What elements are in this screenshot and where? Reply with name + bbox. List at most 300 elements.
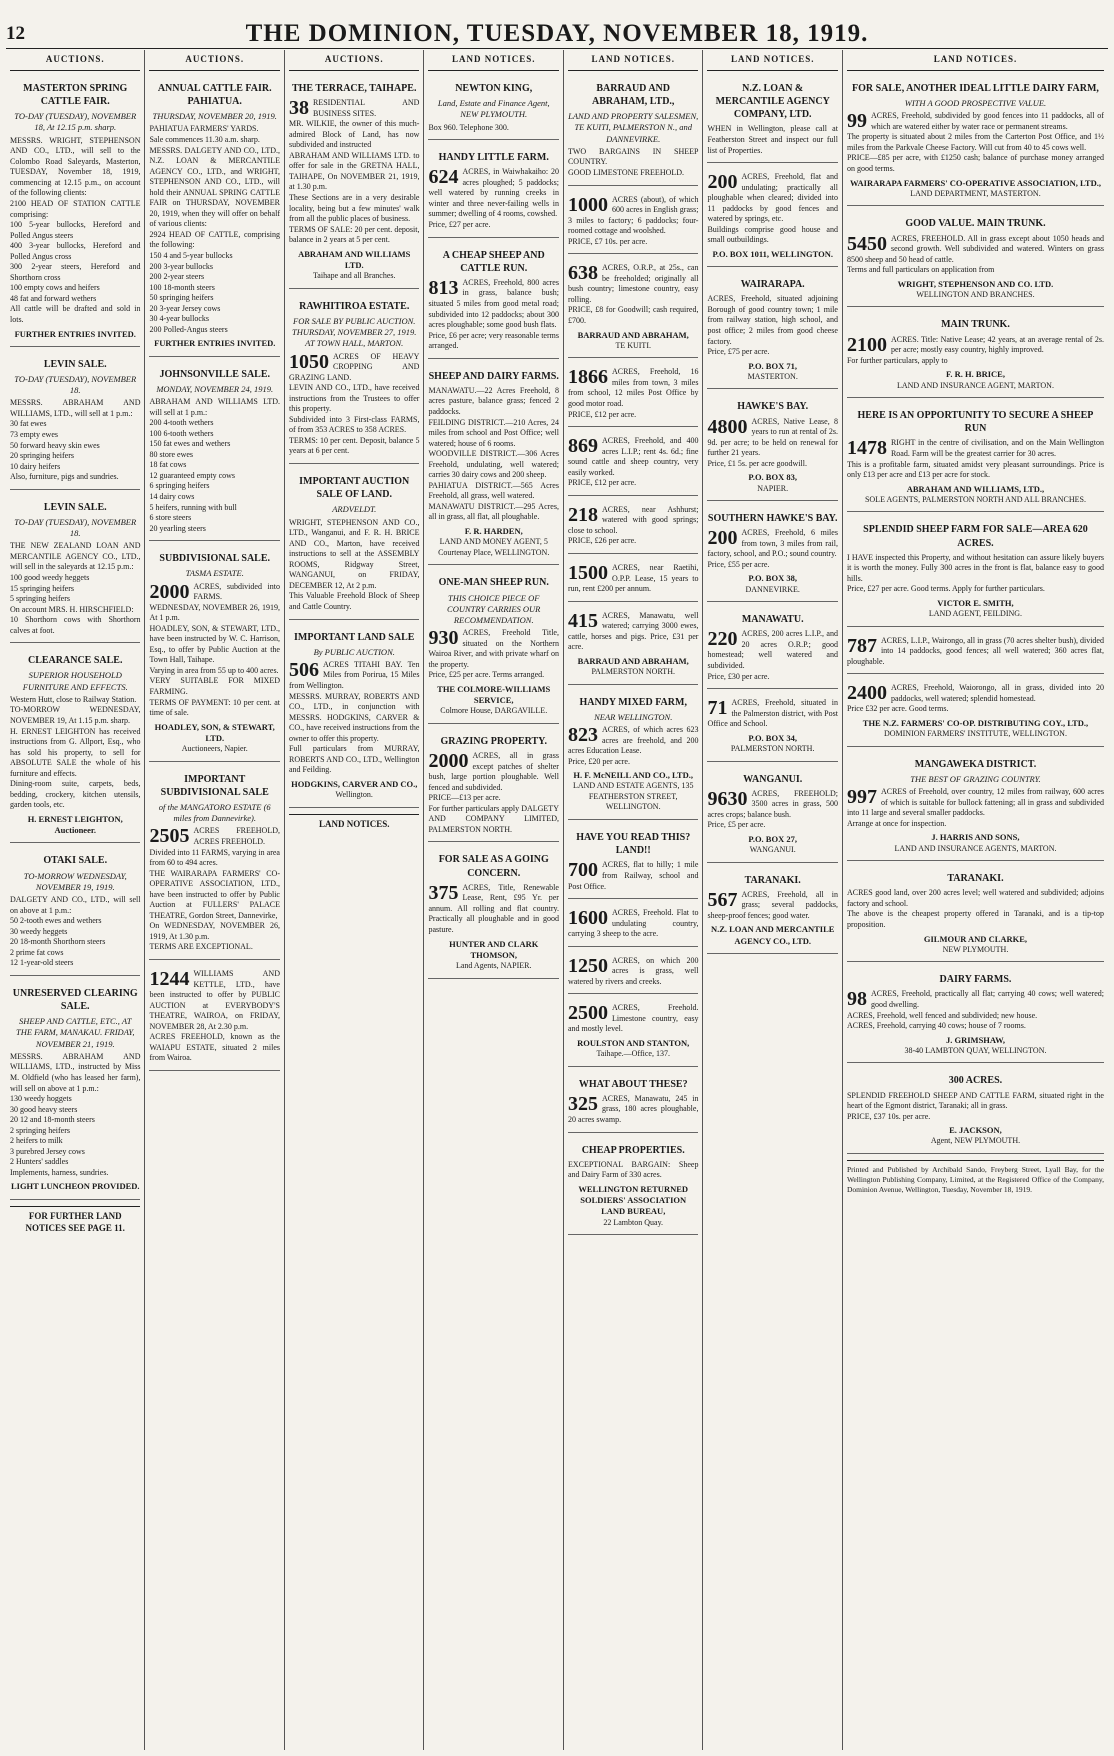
acreage-figure: 1050 <box>288 350 329 373</box>
column-heading: AUCTIONS. <box>289 50 419 71</box>
advertisement <box>289 626 419 808</box>
ad-subtitle: TASMA ESTATE. <box>185 568 244 579</box>
ad-body <box>568 908 698 940</box>
ad-title: LEVIN SALE. <box>43 358 107 370</box>
ad-text-line: Box 960. Telephone 300. <box>428 122 509 132</box>
ad-signature: ABRAHAM AND WILLIAMS, LTD., <box>906 483 1045 494</box>
ad-subtitle: FOR SALE BY PUBLIC AUCTION. THURSDAY, NOVEMBER 27, 1919. AT TOWN HALL, MARTON. <box>292 315 417 349</box>
ad-text-line: ACRES, Title, Renewable Lease, Rent, £95 Yr. per annum. All rolling and flat country. Practically all ploughable and in good pasture. <box>428 882 559 935</box>
ad-text-line: 14 dairy cows <box>149 491 195 501</box>
acreage-figure: 2505 <box>149 825 190 848</box>
acreage-figure: 220 <box>707 628 738 651</box>
ad-body <box>10 895 140 969</box>
ad-text-line: WILLIAMS AND KETTLE, LTD., have been instructed to offer by PUBLIC AUCTION at EVERYBODY'S THEATRE, WAIROA, on FRIDAY, NOVEMBER 28, At 2.30 p.m. <box>149 969 280 1031</box>
advertisement <box>847 867 1104 962</box>
ad-text-line: ACRES, near Raetihi, O.P.P. Lease, 15 years to run, rent £200 per annum. <box>567 562 699 594</box>
ad-subtitle: SHEEP AND CATTLE, ETC., AT THE FARM, MANAKAU. FRIDAY, NOVEMBER 21, 1919. <box>15 1016 135 1049</box>
ad-text-line: ACRES, Freehold, Waiorongo, all in grass, divided into 20 paddocks, well watered; splendid homestead. <box>890 683 1104 703</box>
ad-body <box>568 263 698 326</box>
acreage-figure: 567 <box>707 888 738 911</box>
ad-signature: F. R. HARDEN, <box>464 526 523 537</box>
ad-text-line: ACRES, Freehold. Flat to undulating country, carrying 3 sheep to the acre. <box>567 908 699 939</box>
column-footer: FOR FURTHER LAND NOTICES SEE PAGE 11. <box>10 1206 140 1239</box>
ad-signature: P.O. BOX 34, <box>748 732 797 743</box>
ad-signature-address: MASTERTON. <box>747 371 798 381</box>
ad-text-line: 100 6-tooth wethers <box>149 428 214 438</box>
advertisement <box>847 680 1104 746</box>
ad-body <box>568 147 698 179</box>
advertisement <box>568 77 698 186</box>
ad-text-line: ACRES, Native Lease, 8 years to run at rental of 2s. 9d. per acre; to be held on renewal for further 21 years. <box>707 416 838 458</box>
advertisement <box>149 966 280 1071</box>
advertisement <box>10 353 140 490</box>
ad-text-line: 73 empty ewes <box>10 430 58 440</box>
ad-title: MASTERTON SPRING CATTLE FAIR. <box>23 82 128 108</box>
ad-text-line: MR. WILKIE, the owner of this much-admired Block of Land, has now subdivided and instructed <box>288 119 420 150</box>
ad-text-line: ACRES, 200 acres L.I.P., and 20 acres O.R.P.; good homestead; well watered and subdivided. <box>707 629 838 671</box>
ad-body <box>707 124 838 156</box>
ad-body <box>10 1052 140 1179</box>
ad-signature-address: Agent, NEW PLYMOUTH. <box>930 1136 1021 1146</box>
advertisement <box>149 768 280 960</box>
ad-text-line: ACRES, of which acres 623 acres are freehold, and 200 acres Education Lease. <box>567 724 699 756</box>
ad-text-line: PRICE, £26 per acre. <box>567 536 637 546</box>
advertisement <box>707 768 838 863</box>
advertisement <box>707 169 838 267</box>
ad-signature-address: LAND AGENT, FEILDING. <box>928 609 1023 619</box>
acreage-figure: 700 <box>567 859 598 882</box>
columns-grid <box>6 50 1108 1750</box>
ad-text-line: ACRES of Freehold, over country, 12 miles from railway, 600 acres of which is suitable for bullock fattening; all in grass and subdivided into 11 large and several smaller paddocks. <box>846 787 1104 818</box>
ad-text-line: MANAWATU DISTRICT.—295 Acres, all in grass, all flat, all ploughable. <box>428 501 559 522</box>
ad-text-line: Varying in area from 55 up to 400 acres. <box>149 665 279 675</box>
advertisement <box>428 730 559 843</box>
acreage-figure: 787 <box>846 634 877 657</box>
ad-signature: THE COLMORE-WILLIAMS SERVICE, <box>437 683 551 706</box>
ad-body <box>707 294 838 357</box>
ad-text-line: PRICE, £37 10s. per acre. <box>846 1111 931 1121</box>
ad-body <box>289 518 419 613</box>
ad-signature-address: Wellington. <box>335 790 373 800</box>
ad-body <box>568 611 698 653</box>
ad-text-line: Price, £55 per acre. <box>707 559 770 569</box>
ad-text-line: 200 3-year bullocks <box>149 261 214 271</box>
ad-subtitle: THURSDAY, NOVEMBER 20, 1919. <box>152 111 277 122</box>
ad-text-line: VERY SUITABLE FOR MIXED FARMING. <box>149 676 280 697</box>
ad-body <box>428 167 559 230</box>
ad-text-line: ACRES, Freehold, situated adjoining Borough of good country town; 1 mile from railway station, high school, and post office; 2 miles from good cheese factory. <box>707 294 838 346</box>
advertisement <box>568 192 698 255</box>
ad-title: ANNUAL CATTLE FAIR. PAHIATUA. <box>157 82 272 108</box>
advertisement <box>568 691 698 820</box>
ad-subtitle: WITH A GOOD PROSPECTIVE VALUE. <box>904 98 1047 109</box>
acreage-figure: 813 <box>428 276 459 299</box>
ad-signature: FURTHER ENTRIES INVITED. <box>14 328 136 339</box>
advertisement <box>10 982 140 1200</box>
ad-body <box>568 725 698 767</box>
column-heading: AUCTIONS. <box>149 50 280 71</box>
ad-body <box>289 98 419 246</box>
newspaper-title: THE DOMINION, TUESDAY, NOVEMBER 18, 1919. <box>245 20 869 47</box>
ad-body <box>10 695 140 811</box>
ad-title: MANGAWEKA DISTRICT. <box>914 758 1037 770</box>
advertisement <box>847 753 1104 861</box>
ad-signature: VICTOR E. SMITH, <box>937 597 1014 608</box>
ad-text-line: Price, £27 per acre. <box>428 219 491 229</box>
ad-text-line: MANAWATU.—22 Acres Freehold, 8 acres pasture, balance grass; fenced 2 paddocks. <box>428 385 559 416</box>
acreage-figure: 1866 <box>567 366 608 389</box>
advertisement <box>568 953 698 995</box>
ad-text-line: On account MRS. H. HIRSCHFIELD: <box>10 604 134 614</box>
advertisement <box>707 77 838 163</box>
ad-body <box>289 660 419 776</box>
advertisement <box>289 470 419 620</box>
ad-body <box>428 628 559 681</box>
ad-signature-address: Land Agents, NAPIER. <box>455 961 532 970</box>
column-footer: LAND NOTICES. <box>289 814 419 835</box>
ad-signature-address: TE KUITI. <box>615 340 651 350</box>
ad-body <box>568 1094 698 1126</box>
ad-text-line: ACRES, Freehold, and 400 acres L.I.P.; rent 4s. 6d.; fine sound cattle and sheep country, very easily worked. <box>567 436 699 477</box>
acreage-figure: 997 <box>846 786 877 809</box>
ad-text-line: WOODVILLE DISTRICT.—306 Acres Freehold, undulating, well watered; carries 30 dairy cows and 200 sheep. <box>428 449 559 480</box>
ad-subtitle: SUPERIOR HOUSEHOLD FURNITURE AND EFFECTS. <box>22 670 128 692</box>
acreage-figure: 1600 <box>567 907 608 930</box>
ad-text-line: TERMS OF SALE: 20 per cent. deposit, balance in 2 years at 5 per cent. <box>288 224 420 245</box>
advertisement <box>10 77 140 347</box>
ad-body <box>847 888 1104 930</box>
advertisement <box>568 433 698 496</box>
ad-text-line: ACRES, Freehold, practically all flat; carrying 40 cows; well watered; good dwelling. <box>870 989 1104 1009</box>
ad-body <box>10 398 140 482</box>
ad-signature-address: PALMERSTON NORTH. <box>730 743 815 753</box>
advertisement <box>10 649 140 843</box>
ad-signature: HUNTER AND CLARK THOMSON, <box>449 938 539 960</box>
ad-text-line: HOADLEY, SON, & STEWART, LTD., have been instructed by W. C. Harrison, Esq., to offer by Public Auction at the Town Hall, Taihape. <box>149 623 280 665</box>
ad-signature-address: SOLE AGENTS, PALMERSTON NORTH AND ALL BRANCHES. <box>864 494 1086 504</box>
ad-text-line: ACRES, Freehold, flat and undulating; practically all ploughable when cleared; divided into 11 paddocks by good fences and watered by springs, etc. <box>707 172 838 224</box>
ad-signature-address: WANGANUI. <box>749 845 796 855</box>
advertisement <box>568 1139 698 1235</box>
advertisement <box>707 608 838 689</box>
ad-signature: HOADLEY, SON, & STEWART, LTD. <box>154 721 275 743</box>
advertisement <box>847 313 1104 398</box>
ad-body <box>707 528 838 570</box>
advertisement <box>847 1069 1104 1154</box>
ad-text-line: SPLENDID FREEHOLD SHEEP AND CATTLE FARM, situated right in the heart of the Egmont district, Taranaki; all in grass. <box>846 1090 1104 1111</box>
ad-signature-address: NEW PLYMOUTH. <box>942 944 1009 954</box>
ad-signature-address: DANNEVIRKE. <box>745 584 800 594</box>
ad-title: GOOD VALUE. MAIN TRUNK. <box>905 218 1046 230</box>
ad-text-line: On WEDNESDAY, NOVEMBER 26, 1919, At 1.30 p.m. <box>149 921 280 941</box>
column-5 <box>564 50 703 1750</box>
acreage-figure: 2500 <box>567 1002 608 1025</box>
ad-text-line: 30 4-year bullocks <box>149 314 210 324</box>
advertisement <box>568 1000 698 1066</box>
ad-signature-address: NAPIER. <box>757 483 789 493</box>
ad-text-line: ACRES, all in grass except patches of shelter bush, large portion ploughable. Well fenced and subdivided. <box>428 751 559 792</box>
ad-body <box>707 417 838 470</box>
column-6 <box>703 50 843 1750</box>
ad-body <box>568 860 698 892</box>
ad-title: OTAKI SALE. <box>43 855 108 867</box>
ad-text-line: 200 2-year steers <box>149 272 205 282</box>
ad-text-line: The property is situated about 2 miles from the Carterton Post Office, and 1½ miles from the Parkvale Cheese Factory. Will cut from 40 to 45 cows well. <box>846 132 1104 152</box>
ad-text-line: PRICE, £7 10s. per acre. <box>567 236 648 246</box>
ad-subtitle: TO-MORROW WEDNESDAY, NOVEMBER 19, 1919. <box>23 870 127 892</box>
ad-text-line: MESSRS. DALGETY AND CO., LTD., N.Z. LOAN & MERCANTILE AGENCY CO., LTD., and WRIGHT, STEPHENSON AND CO., LTD., will hold their ANNUAL SPRING CATTLE FAIR on THURSDAY, NOVEMBER 20, 1919, when they will offer on behalf of various clients: <box>149 145 280 229</box>
ad-text-line: 30 good heavy steers <box>10 1104 78 1114</box>
advertisement <box>707 695 838 761</box>
ad-text-line: Arrange at once for inspection. <box>846 818 947 828</box>
ad-text-line: This Valuable Freehold Block of Sheep and Cattle Country. <box>288 591 420 611</box>
ad-signature: P.O. BOX 71, <box>748 360 797 371</box>
ad-signature: P.O. BOX 83, <box>748 472 797 483</box>
ad-title: WANGANUI. <box>743 773 803 785</box>
ad-body <box>707 698 838 730</box>
ad-text-line: Price, £75 per acre. <box>707 347 770 357</box>
ad-text-line: PRICE—£85 per acre, with £1250 cash; balance of purchase money arranged on good terms. <box>846 153 1104 174</box>
ad-body <box>707 789 838 831</box>
acreage-figure: 1244 <box>149 968 190 991</box>
ad-title: NEWTON KING, <box>455 82 533 94</box>
ad-subtitle: TO-DAY (TUESDAY), NOVEMBER 18. <box>14 373 137 396</box>
acreage-figure: 415 <box>567 609 598 632</box>
ad-text-line: TO-MORROW WEDNESDAY, NOVEMBER 19, At 1.15 p.m. sharp. <box>10 705 141 726</box>
ad-title: SOUTHERN HAWKE'S BAY. <box>707 513 838 525</box>
ad-text-line: These Sections are in a very desirable locality, being but a few minutes' walk from all the public places of business. <box>288 192 420 224</box>
ad-body <box>428 278 559 352</box>
ad-body <box>568 1160 698 1181</box>
ad-text-line: 50 forward heavy skin ewes <box>10 440 100 450</box>
advertisement <box>149 363 280 542</box>
ad-text-line: Terms and full particulars on application from <box>846 265 995 275</box>
ad-body <box>568 1003 698 1035</box>
column-2 <box>145 50 285 1750</box>
ad-body <box>149 582 280 719</box>
ad-title: FOR SALE AS A GOING CONCERN. <box>438 854 549 879</box>
ad-subtitle: NEAR WELLINGTON. <box>594 711 673 722</box>
acreage-figure: 2400 <box>846 682 887 705</box>
ad-title: JOHNSONVILLE SALE. <box>159 368 271 380</box>
ad-title: WHAT ABOUT THESE? <box>578 1078 688 1090</box>
ad-text-line: Full particulars from MURRAY, ROBERTS AND CO., LTD., Wellington and Feilding. <box>288 744 420 775</box>
ad-body <box>568 195 698 248</box>
ad-title: CHEAP PROPERTIES. <box>581 1144 685 1156</box>
ad-signature: J. HARRIS AND SONS, <box>931 832 1020 843</box>
ad-title: TARANAKI. <box>947 873 1004 885</box>
ad-text-line: 50 2-tooth ewes and wethers <box>10 916 102 926</box>
ad-signature: E. JACKSON, <box>949 1125 1002 1136</box>
ad-text-line: 50 springing heifers <box>149 293 214 303</box>
ad-subtitle: of the MANGATORO ESTATE (6 miles from Dannevirke). <box>158 802 271 824</box>
ad-text-line: MESSRS. MURRAY, ROBERTS AND CO., LTD., in conjunction with MESSRS. HODGKINS, CARVER & CO., have received instructions from the owner to offer this property. <box>288 691 420 743</box>
acreage-figure: 2000 <box>149 580 190 603</box>
acreage-figure: 930 <box>428 627 459 650</box>
acreage-figure: 1500 <box>567 561 608 584</box>
ad-title: HAWKE'S BAY. <box>737 401 809 413</box>
ad-text-line: ACRES, flat to hilly; 1 mile from Railway, school and Post Office. <box>567 860 699 891</box>
ad-text-line: 2 prime fat cows <box>10 947 64 957</box>
ad-signature: WAIRARAPA FARMERS' CO-OPERATIVE ASSOCIATION, LTD., <box>849 177 1101 188</box>
column-heading: LAND NOTICES. <box>707 50 838 71</box>
ad-text-line: 80 store ewes <box>149 449 194 459</box>
ad-signature: ROULSTON AND STANTON, <box>577 1037 690 1048</box>
ad-body <box>428 386 559 523</box>
ad-title: HANDY MIXED FARM, <box>579 696 687 708</box>
ad-text-line: For further particulars apply DALGETY AND COMPANY LIMITED, PALMERSTON NORTH. <box>428 803 559 834</box>
advertisement <box>847 968 1104 1063</box>
ad-subtitle: MONDAY, NOVEMBER 24, 1919. <box>156 383 274 394</box>
ad-text-line: Western Hutt, close to Railway Station. <box>10 694 137 704</box>
ad-text-line: ACRES, O.R.P., at 25s., can be freeholded; originally all bush country; limestone country, easy rolling. <box>567 263 699 304</box>
ad-body <box>847 636 1104 668</box>
ad-signature: BARRAUD AND ABRAHAM, <box>577 329 689 340</box>
ad-body <box>10 541 140 636</box>
ad-text-line: 150 4 and 5-year bullocks <box>149 251 233 261</box>
ad-text-line: ACRES TITAHI BAY. Ten Miles from Porirua, 15 Miles from Wellington. <box>288 659 420 691</box>
ad-text-line: Price £32 per acre. Good terms. <box>846 704 949 714</box>
ad-signature: P.O. BOX 27, <box>748 833 797 844</box>
ad-text-line: 6 store steers <box>149 513 192 523</box>
ad-text-line: ACRES OF HEAVY CROPPING AND GRAZING LAND. <box>288 351 420 382</box>
ad-signature: THE N.Z. FARMERS' CO-OP. DISTRIBUTING COY., LTD., <box>862 718 1089 728</box>
ad-text-line: 150 fat ewes and wethers <box>149 439 231 449</box>
ad-text-line: Also, furniture, pigs and sundries. <box>10 472 119 482</box>
column-heading: AUCTIONS. <box>10 50 140 71</box>
column-3 <box>285 50 424 1750</box>
ad-title: THE TERRACE, TAIHAPE. <box>291 82 417 94</box>
ad-text-line: Divided into 11 FARMS, varying in area from 60 to 494 acres. <box>149 847 280 868</box>
ad-title: TARANAKI. <box>744 874 801 886</box>
ad-text-line: For further particulars, apply to <box>846 355 948 365</box>
ad-title: IMPORTANT SUBDIVISIONAL SALE <box>160 773 269 798</box>
ad-text-line: ACRES, Freehold. Limestone country, easy and mostly level. <box>567 1003 699 1034</box>
ad-title: IMPORTANT AUCTION SALE OF LAND. <box>299 476 410 501</box>
ad-text-line: 20 12 and 18-month steers <box>10 1115 95 1125</box>
ad-body <box>149 826 280 953</box>
ad-subtitle: TO-DAY (TUESDAY), NOVEMBER 18. <box>14 516 137 539</box>
page-number: 12 <box>6 23 25 44</box>
ad-text-line: 10 dairy heifers <box>10 461 61 471</box>
ad-text-line: ABRAHAM AND WILLIAMS LTD. will sell at 1 p.m.: <box>149 397 280 417</box>
ad-text-line: THE NEW ZEALAND LOAN AND MERCANTILE AGENCY CO., LTD., will sell in the saleyards at 12.15 p.m.: <box>10 541 141 572</box>
ad-text-line: Price, £20 per acre. <box>567 756 630 766</box>
ad-signature: BARRAUD AND ABRAHAM, <box>577 655 689 666</box>
advertisement <box>428 77 559 140</box>
ad-title: UNRESERVED CLEARING SALE. <box>12 987 138 1013</box>
ad-text-line: TERMS: 10 per cent. Deposit, balance 5 years at 6 per cent. <box>288 435 420 456</box>
ad-text-line: ACRES, Freehold, situated in the Palmerston district, with Post Office and School. <box>707 698 838 729</box>
ad-text-line: Price, £1 5s. per acre goodwill. <box>707 458 807 468</box>
column-heading: LAND NOTICES. <box>428 50 559 71</box>
ad-signature-address: Colmore House, DARGAVILLE. <box>440 706 548 716</box>
ad-text-line: LEVIN AND CO., LTD., have received instructions from the Trustees to offer this property. <box>288 383 420 414</box>
ad-text-line: 2 Hunters' saddles <box>10 1157 69 1167</box>
ad-signature: HODGKINS, CARVER AND CO., <box>291 778 418 789</box>
ad-title: IMPORTANT LAND SALE <box>294 631 415 643</box>
ad-body <box>149 397 280 534</box>
ad-title: HAVE YOU READ THIS? LAND!! <box>576 832 691 857</box>
acreage-figure: 823 <box>567 723 598 746</box>
ad-signature: J. GRIMSHAW, <box>945 1034 1005 1045</box>
ad-text-line: Implements, harness, sundries. <box>10 1167 109 1177</box>
ad-text-line: ACRES, Freehold, carrying 40 cows; house of 7 rooms. <box>846 1021 1026 1031</box>
ad-text-line: TWO BARGAINS IN SHEEP COUNTRY. <box>567 146 699 167</box>
ad-signature: P.O. BOX 1011, WELLINGTON. <box>712 248 833 259</box>
ad-body <box>847 787 1104 829</box>
ad-text-line: Price, £30 per acre. <box>707 671 770 681</box>
ad-signature: WELLINGTON RETURNED SOLDIERS' ASSOCIATION LAND BUREAU, <box>578 1183 689 1217</box>
advertisement <box>568 502 698 554</box>
advertisement <box>428 365 559 566</box>
ad-text-line: RIGHT in the centre of civilisation, and on the Main Wellington Road. Farm will be the greatest carrier for 30 acres. <box>890 438 1104 458</box>
ad-text-line: PRICE, £12 per acre. <box>567 409 637 419</box>
ad-body <box>568 505 698 547</box>
ad-body <box>847 438 1104 480</box>
acreage-figure: 5450 <box>846 232 887 255</box>
ad-body <box>847 335 1104 367</box>
ad-title: BARRAUD AND ABRAHAM, LTD., <box>592 82 675 108</box>
ad-signature-address: Taihape.—Office, 137. <box>596 1049 670 1059</box>
advertisement <box>289 77 419 289</box>
advertisement <box>847 212 1104 307</box>
ad-signature: GILMOUR AND CLARKE, <box>923 933 1028 944</box>
column-1 <box>6 50 145 1750</box>
ad-text-line: MESSRS. WRIGHT, STEPHENSON AND CO., LTD., will sell to the Colombo Road Saleyards, Masterton, TUESDAY, November 18, 1919, commencing at 12.15 p.m., on account of the following clients: <box>10 135 141 198</box>
ad-body <box>847 111 1104 174</box>
ad-text-line: 2100 HEAD OF STATION CATTLE comprising: <box>10 198 141 219</box>
ad-text-line: ACRES, near Ashhurst; watered with good springs; close to school. <box>567 504 699 535</box>
ad-text-line: 130 weedy hoggets <box>10 1094 72 1104</box>
ad-text-line: Dining-room suite, carpets, beds, bedding, crockery, kitchen utensils, garden tools, etc. <box>10 779 141 810</box>
acreage-figure: 1250 <box>567 954 608 977</box>
ad-signature: P.O. BOX 38, <box>748 573 797 584</box>
ad-title: SHEEP AND DAIRY FARMS. <box>428 370 559 382</box>
ad-subtitle: THE BEST OF GRAZING COUNTRY. <box>910 773 1041 784</box>
ad-signature-address: LAND AND INSURANCE AGENTS, MARTON. <box>894 843 1057 853</box>
ad-signature-address: LAND DEPARTMENT, MASTERTON. <box>910 188 1041 198</box>
advertisement <box>707 869 838 954</box>
ad-subtitle: TO-DAY (TUESDAY), NOVEMBER 18, At 12.15 p.m. sharp. <box>14 111 137 133</box>
ad-title: SPLENDID SHEEP FARM FOR SALE—AREA 620 ACRES. <box>863 524 1088 549</box>
advertisement <box>149 77 280 357</box>
advertisement <box>707 507 838 602</box>
advertisement <box>568 560 698 602</box>
ad-title: A CHEAP SHEEP AND CATTLE RUN. <box>442 249 545 274</box>
advertisement <box>568 608 698 685</box>
ad-text-line: Subdivided into 3 First-class FARMS, of from 353 ACRES to 358 ACRES. <box>288 414 420 435</box>
advertisement <box>289 295 419 464</box>
ad-title: SUBDIVISIONAL SALE. <box>159 553 271 565</box>
ad-title: DAIRY FARMS. <box>939 974 1012 986</box>
ad-text-line: ACRES good land, over 200 acres level; well watered and subdivided; adjoins factory and school. <box>846 888 1104 908</box>
ad-text-line: 20 springing heifers <box>10 451 74 461</box>
ad-body <box>707 890 838 922</box>
ad-text-line: 100 good weedy heggets <box>10 573 90 583</box>
ad-signature: H. F. McNEILL AND CO., LTD., <box>573 770 693 781</box>
acreage-figure: 200 <box>707 171 738 194</box>
ad-text-line: 200 4-tooth wethers <box>149 418 214 428</box>
ad-text-line: RESIDENTIAL AND BUSINESS SITES. <box>312 98 420 118</box>
ad-signature: WRIGHT, STEPHENSON AND CO. LTD. <box>897 278 1054 289</box>
ad-body <box>149 969 280 1064</box>
header-rule <box>6 48 1108 49</box>
advertisement <box>847 633 1104 675</box>
ad-text-line: 100 empty cows and heifers <box>10 283 100 293</box>
ad-text-line: 10 Shorthorn cows with Shorthorn calves at foot. <box>10 615 141 635</box>
advertisement <box>568 1073 698 1133</box>
